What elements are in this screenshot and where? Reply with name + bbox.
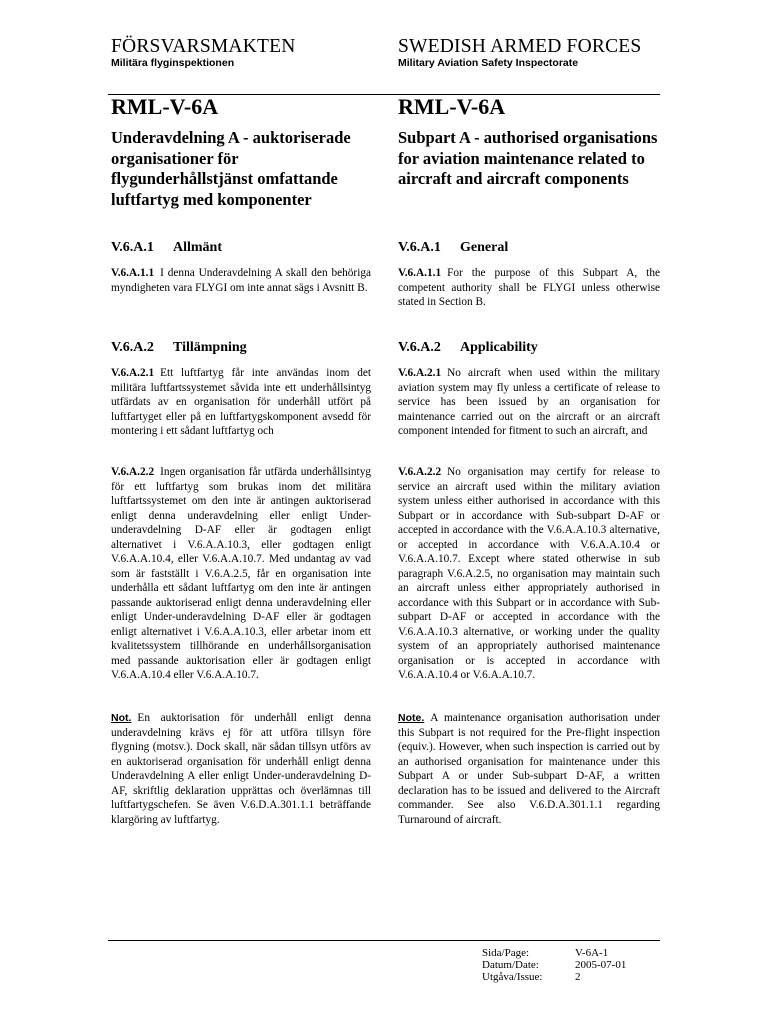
org-sub-sv: Militära flyginspektionen <box>111 57 235 69</box>
footer-row-page <box>482 947 626 959</box>
paragraph-text: No organisation may certify for release to service an aircraft used within the military aviation system unless either authorised in accordance with this Subpart or in accordance with Sub-subpart D-AF or accepted in accordance with the V.6.A.A.10.3 alternative, or accepted in accordance with V.6.A.A.10.4 or V.6.A.A.10.7. Except where stated otherwise in sub paragraph V.6.A.2.5, no organisation may maintain such an aircraft unless either appropriately authorised in accordance with this Subpart or in accordance with Sub-subpart D-AF or accepted in accordance with the V.6.A.A.10.3 alternative, or working under the quality system of an appropriately authorised maintenance organisation or is accepted in accordance with V.6.A.A.10.4 or V.6.A.A.10.7. <box>398 466 660 681</box>
doc-title-sv: RML-V-6A <box>111 94 219 119</box>
section-number: V.6.A.2 <box>111 340 154 355</box>
org-name-sv: FÖRSVARSMAKTEN <box>111 36 296 57</box>
header-left <box>111 37 371 69</box>
section-number: V.6.A.1 <box>398 240 441 255</box>
header-right <box>398 37 660 69</box>
note-text: A maintenance organisation authorisation under this Subpart is not required for the Pre-flight inspection (equiv.). However, when such inspection is carried out by an authorised organisation for maintenance under this Subpart A or under Sub-subpart D-AF, a written declaration has to be issued and delivered to the Aircraft commander. See also V.6.D.A.301.1.1 regarding Turnaround of aircraft. <box>398 712 660 826</box>
section-title: Tillämpning <box>173 340 247 355</box>
subpart-title-en: Subpart A - authorised organisations for aviation maintenance related to aircraft and aircraft components <box>398 128 658 188</box>
paragraph-number: V.6.A.1.1 <box>111 267 155 279</box>
section-heading-sv <box>111 240 371 256</box>
section-number: V.6.A.2 <box>398 340 441 355</box>
section-title: Applicability <box>460 340 538 355</box>
footer-row-issue <box>482 971 626 983</box>
page-footer <box>482 947 626 983</box>
paragraph-text: For the purpose of this Subpart A, the competent authority shall be FLYGI unless otherwise stated in Section B. <box>398 267 660 308</box>
paragraph-number: V.6.A.2.1 <box>111 367 155 379</box>
paragraph-en <box>398 366 660 439</box>
section-title: General <box>460 240 509 255</box>
paragraph-sv <box>111 465 371 683</box>
paragraph-number: V.6.A.1.1 <box>398 267 442 279</box>
footer-row-date <box>482 959 626 971</box>
note-text: En auktorisation för underhåll enligt denna underavdelning krävs ej för att utföra tillsyn före flygning (motsv.). Dock skall, när sådan tillsyn utförs av en auktoriserad organisation för underhåll enligt denna Underavdelning A eller enligt Under-underavdelning D-AF, skriftlig deklaration upprättas och överlämnas till luftfartygschefen. Se även V.6.D.A.301.1.1 beträffande klargöring av luftfartyg. <box>111 712 371 826</box>
paragraph-text: No aircraft when used within the military aviation system may fly unless a certificate of release to service has been issued by an organisation for maintenance carried out on the aircraft or an aircraft component intended for fitment to such an aircraft, and <box>398 367 660 437</box>
section-number: V.6.A.1 <box>111 240 154 255</box>
footer-rule <box>108 940 660 941</box>
paragraph-number: V.6.A.2.2 <box>398 466 442 478</box>
note-label: Note. <box>398 712 425 724</box>
section-heading-en <box>398 340 660 356</box>
paragraph-number: V.6.A.2.2 <box>111 466 155 478</box>
page-label: Sida/Page: <box>482 947 530 959</box>
note-label: Not. <box>111 712 132 724</box>
org-sub-en: Military Aviation Safety Inspectorate <box>398 57 579 69</box>
paragraph-text: I denna Underavdelning A skall den behöriga myndigheten vara FLYGI om inte annat sägs i Avsnitt B. <box>111 267 371 294</box>
footer-table <box>482 947 626 983</box>
paragraph-sv <box>111 366 371 439</box>
org-name-en: SWEDISH ARMED FORCES <box>398 36 642 57</box>
paragraph-sv <box>111 266 371 295</box>
subpart-title-sv: Underavdelning A - auktoriserade organisationer för flygunderhållstjänst omfattande luftfartyg med komponenter <box>111 128 351 209</box>
section-heading-sv <box>111 340 371 356</box>
section-heading-en <box>398 240 660 256</box>
paragraph-number: V.6.A.2.1 <box>398 367 442 379</box>
paragraph-en <box>398 465 660 683</box>
issue-label: Utgåva/Issue: <box>482 971 543 983</box>
paragraph-en <box>398 266 660 310</box>
date-label: Datum/Date: <box>482 959 539 971</box>
section-title: Allmänt <box>173 240 222 255</box>
paragraph-text: Ingen organisation får utfärda underhållsintyg för ett luftfartyg som brukas inom det militära luftfartssystemet om den inte är antingen auktoriserad enligt denna underavdelning eller enligt Under-underavdelning D-AF eller är godtagen enligt alternativet i V.6.A.A.10.3, eller godtagen enligt V.6.A.A.10.4, eller V.6.A.A.10.7. Med undantag av vad som är fastställt i V.6.A.2.5, får en organisation inte underhålla ett sådant luftfartyg om den inte är antingen passande auktoriserad enligt denna underavdelning eller enligt Under-underavdelning D-AF eller är godtagen enligt alternativet i V.6.A.A.10.3, eller arbetar inom ett kvalitetssystem tillhörande en underhållsorganisation med passande auktorisation eller är godtagen enligt V.6.A.A.10.4 eller V.6.A.A.10.7. <box>111 466 371 681</box>
issue-value: 2 <box>575 971 581 983</box>
note-sv <box>111 711 371 827</box>
paragraph-text: Ett luftfartyg får inte användas inom det militära luftfartssystemet såvida inte ett underhållsintyg utfärdats av en organisation för underhåll utfört på luftfartyget eller på en luftfartygskomponent avsedd för montering i ett sådant luftfartyg och <box>111 367 371 437</box>
date-value: 2005-07-01 <box>575 959 627 971</box>
note-en <box>398 711 660 827</box>
doc-title-en: RML-V-6A <box>398 94 506 119</box>
page-value: V-6A-1 <box>575 947 609 959</box>
